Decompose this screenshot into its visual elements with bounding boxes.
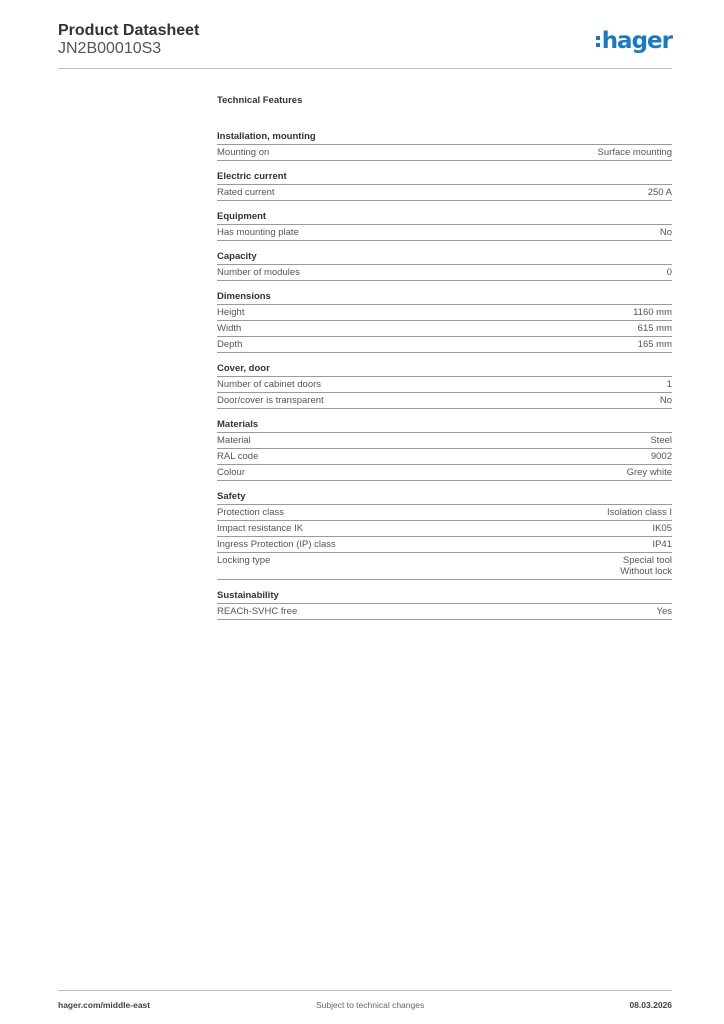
feature-value-line: Grey white <box>626 467 672 478</box>
footer-date: 08.03.2026 <box>629 1000 672 1010</box>
feature-label: Material <box>217 435 251 446</box>
product-code: JN2B00010S3 <box>58 40 162 57</box>
feature-group <box>217 291 672 353</box>
feature-label: RAL code <box>217 451 259 462</box>
feature-groups <box>217 131 672 620</box>
feature-row <box>217 225 672 241</box>
feature-group <box>217 131 672 161</box>
feature-value-line: Isolation class I <box>607 507 672 518</box>
feature-value <box>667 267 672 278</box>
feature-row <box>217 393 672 409</box>
feature-label: Mounting on <box>217 147 270 158</box>
logo-dots-icon <box>596 36 600 47</box>
feature-row <box>217 604 672 620</box>
feature-value-line: 165 mm <box>637 339 672 350</box>
page-header <box>58 20 672 69</box>
feature-value <box>638 339 672 350</box>
feature-row <box>217 521 672 537</box>
feature-row <box>217 337 672 353</box>
feature-label: Number of cabinet doors <box>217 379 322 390</box>
feature-group <box>217 419 672 481</box>
feature-group <box>217 363 672 409</box>
feature-label: Impact resistance IK <box>217 523 304 534</box>
group-title: Sustainability <box>217 590 672 604</box>
feature-value-line: Yes <box>656 606 672 617</box>
group-title: Cover, door <box>217 363 672 377</box>
feature-row <box>217 321 672 337</box>
feature-value <box>650 435 672 446</box>
feature-value <box>652 523 672 534</box>
group-title: Installation, mounting <box>217 131 672 145</box>
logo-wordmark: hager <box>601 27 672 54</box>
feature-value <box>633 307 672 318</box>
feature-value <box>652 539 672 550</box>
feature-value <box>651 451 672 462</box>
feature-value-line: IP41 <box>652 539 672 550</box>
feature-label: Rated current <box>217 187 275 198</box>
feature-row <box>217 265 672 281</box>
feature-group <box>217 590 672 620</box>
feature-value-line: 1160 mm <box>633 307 672 318</box>
feature-label: Number of modules <box>217 267 300 278</box>
feature-label: Protection class <box>217 507 285 518</box>
feature-group <box>217 171 672 201</box>
feature-label: Height <box>217 307 245 318</box>
feature-label: Door/cover is transparent <box>217 395 324 406</box>
feature-value <box>620 555 672 577</box>
feature-value-line: No <box>659 395 672 406</box>
feature-group <box>217 211 672 241</box>
footer-notice: Subject to technical changes <box>316 1000 425 1010</box>
feature-row <box>217 449 672 465</box>
feature-value-line: Steel <box>650 435 672 446</box>
page-title: Product Datasheet <box>58 22 200 39</box>
feature-value-line: No <box>659 227 672 238</box>
group-title: Electric current <box>217 171 672 185</box>
group-title: Equipment <box>217 211 672 225</box>
feature-value <box>607 507 672 518</box>
feature-value-line: IK05 <box>652 523 672 534</box>
feature-value <box>660 227 672 238</box>
feature-value-line: 615 mm <box>637 323 672 334</box>
technical-features <box>217 94 672 630</box>
feature-value-line: Special tool <box>622 555 672 566</box>
feature-row <box>217 537 672 553</box>
page-footer <box>58 990 672 1010</box>
feature-value <box>667 379 672 390</box>
feature-label: Width <box>217 323 242 334</box>
group-title: Safety <box>217 491 672 505</box>
feature-value <box>657 606 673 617</box>
feature-value-line: Surface mounting <box>597 147 672 158</box>
feature-group <box>217 251 672 281</box>
feature-value-line: 250 A <box>647 187 672 198</box>
feature-row <box>217 465 672 481</box>
feature-row <box>217 433 672 449</box>
hager-logo <box>596 28 672 54</box>
feature-value-line: 0 <box>666 267 672 278</box>
feature-row <box>217 553 672 580</box>
feature-label: Ingress Protection (IP) class <box>217 539 336 550</box>
feature-value-line: 9002 <box>650 451 672 462</box>
feature-label: Depth <box>217 339 243 350</box>
section-heading: Technical Features <box>217 95 303 106</box>
feature-row <box>217 185 672 201</box>
feature-value-line: 1 <box>666 379 672 390</box>
feature-row <box>217 505 672 521</box>
feature-group <box>217 491 672 580</box>
footer-website: hager.com/middle-east <box>58 1000 151 1010</box>
group-title: Dimensions <box>217 291 672 305</box>
feature-row <box>217 305 672 321</box>
group-title: Capacity <box>217 251 672 265</box>
feature-row <box>217 377 672 393</box>
feature-value <box>648 187 672 198</box>
feature-label: Has mounting plate <box>217 227 299 238</box>
group-title: Materials <box>217 419 672 433</box>
feature-value <box>627 467 672 478</box>
feature-value-line: Without lock <box>620 566 672 577</box>
feature-label: REACh-SVHC free <box>217 606 298 617</box>
feature-label: Colour <box>217 467 245 478</box>
feature-value <box>598 147 672 158</box>
feature-value <box>638 323 672 334</box>
feature-row <box>217 145 672 161</box>
feature-value <box>660 395 672 406</box>
feature-label: Locking type <box>217 555 271 566</box>
